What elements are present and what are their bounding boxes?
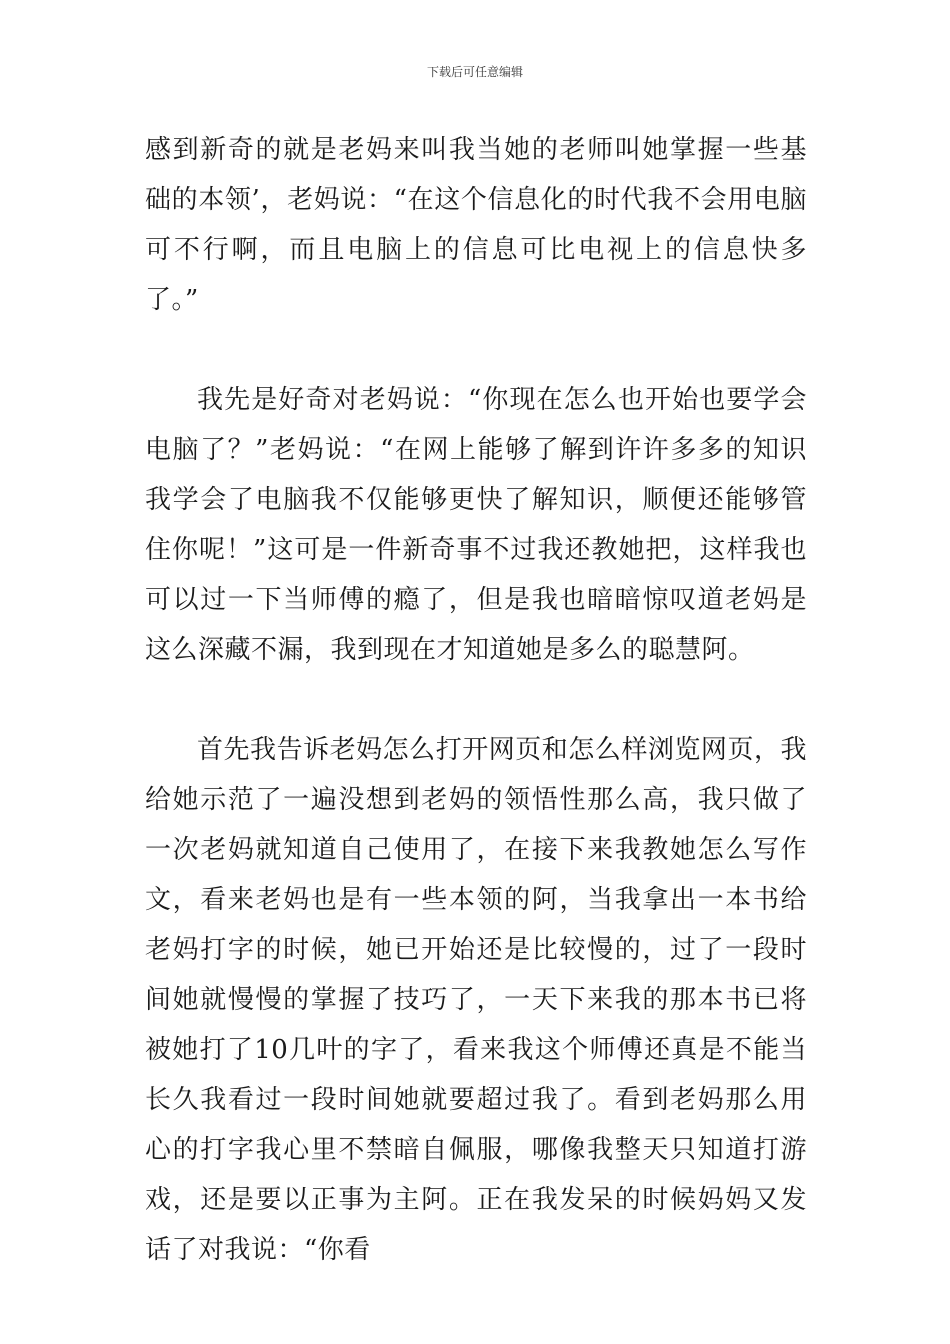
paragraph-gap [145, 675, 807, 725]
paragraph-2: 我先是好奇对老妈说：“你现在怎么也开始也要学会电脑了？”老妈说：“在网上能够了解到许许多多的知识我学会了电脑我不仅能够更快了解知识，顺便还能够管住你呢！”这可是一件新奇事不过我还教她把，这样我也可以过一下当师傅的瘾了，但是我也暗暗惊叹道老妈是这么深藏不漏，我到现在才知道她是多么的聪慧阿。 [145, 385, 807, 665]
paragraph-1: 感到新奇的就是老妈来叫我当她的老师叫她掌握一些基础的本领’，老妈说：“在这个信息化的时代我不会用电脑可不行啊，而且电脑上的信息可比电视上的信息快多了。” [145, 135, 807, 315]
paragraph-gap [145, 325, 807, 375]
page-header: 下载后可任意编辑 [426, 65, 523, 79]
paragraph-3: 首先我告诉老妈怎么打开网页和怎么样浏览网页，我给她示范了一遍没想到老妈的领悟性那么高，我只做了一次老妈就知道自己使用了，在接下来我教她怎么写作文，看来老妈也是有一些本领的阿，当我拿出一本书给老妈打字的时候，她已开始还是比较慢的，过了一段时间她就慢慢的掌握了技巧了，一天下来我的那本书已将被她打了10几叶的字了，看来我这个师傅还真是不能当长久我看过一段时间她就要超过我了。看到老妈那么用心的打字我心里不禁暗自佩服，哪像我整天只知道打游戏，还是要以正事为主阿。正在我发呆的时候妈妈又发话了对我说：“你看 [145, 735, 807, 1265]
document-body [145, 125, 807, 1275]
